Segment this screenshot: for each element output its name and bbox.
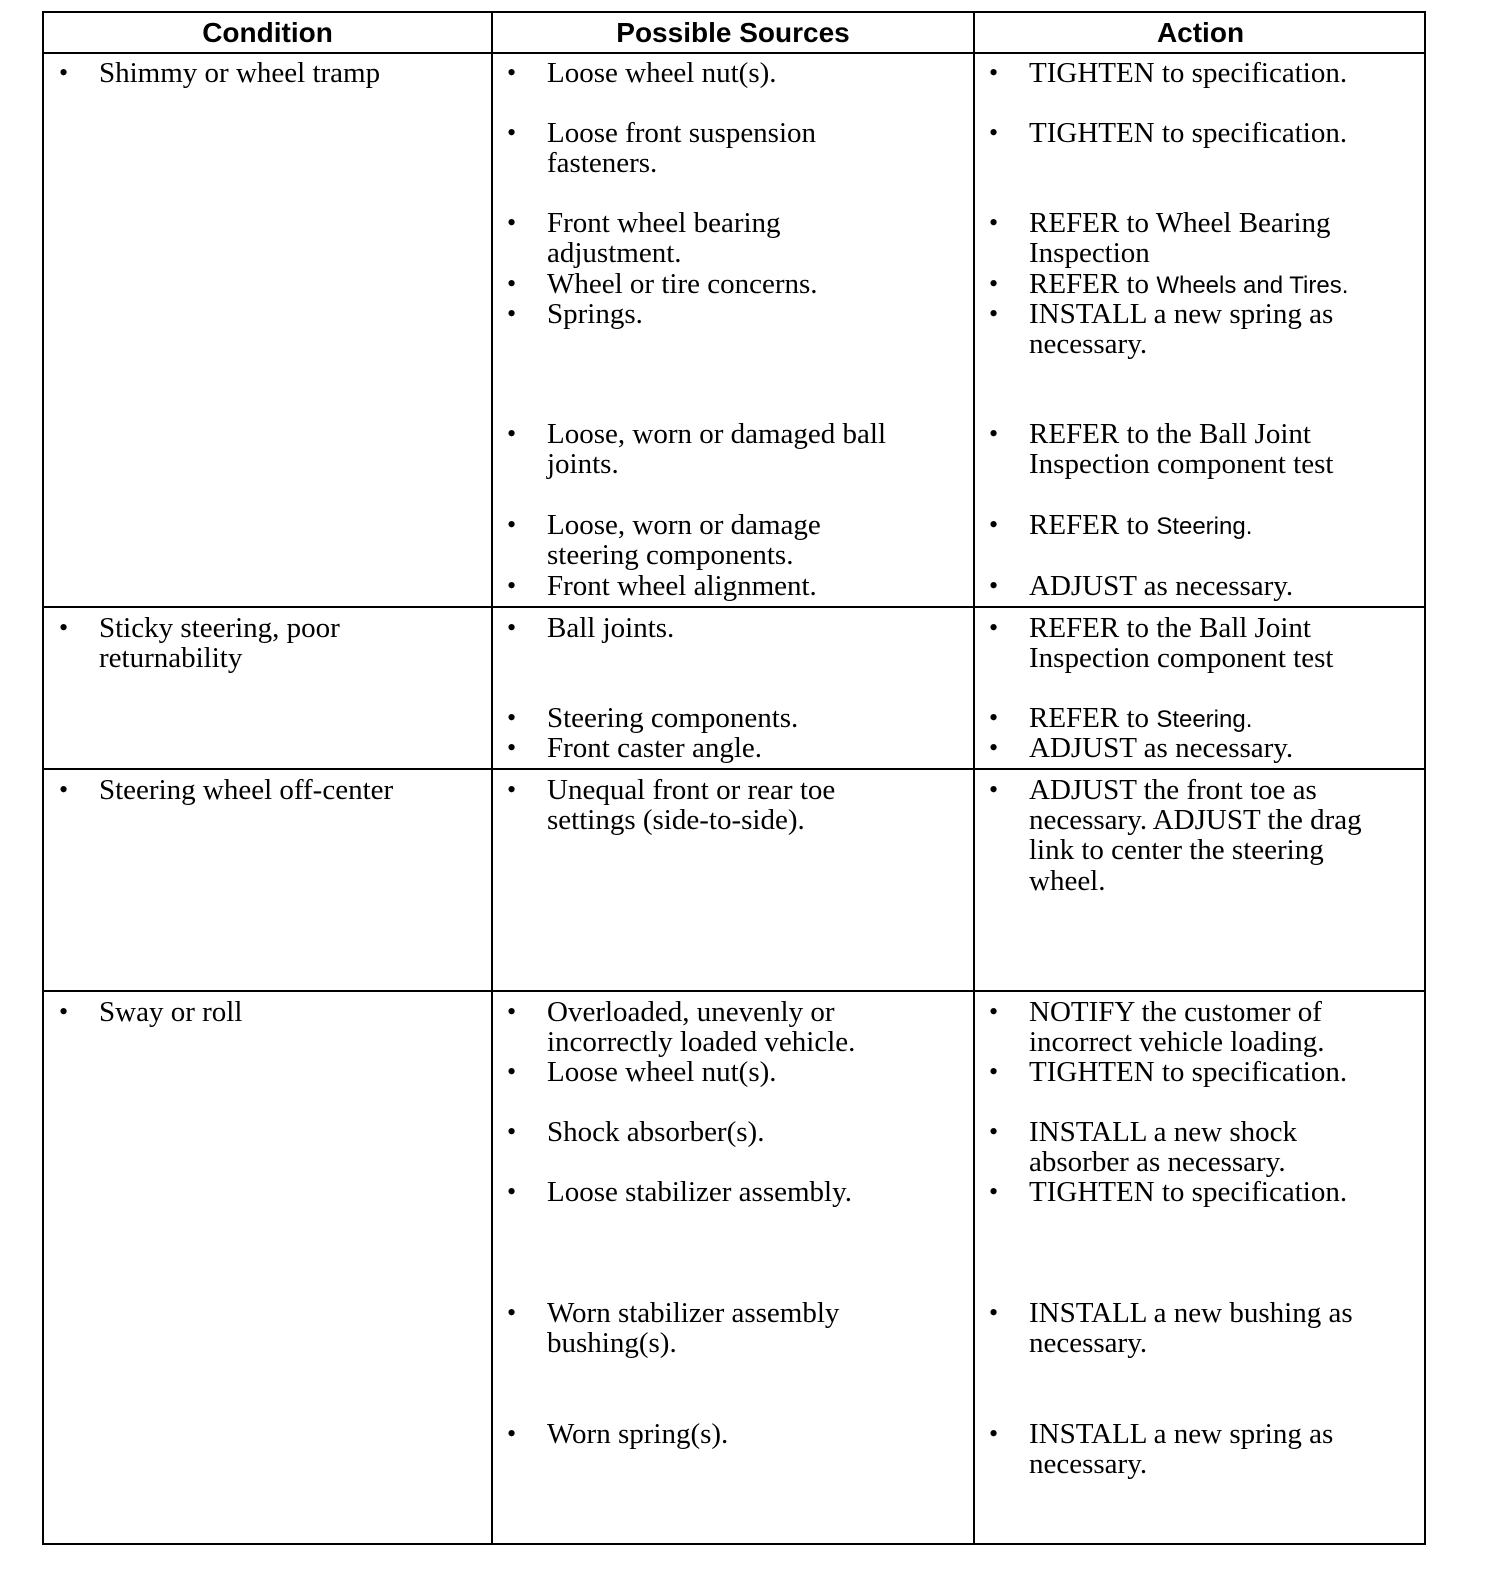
action-text	[1029, 58, 1424, 88]
action-instruction: REFER to	[1029, 268, 1150, 300]
action-text	[1029, 1117, 1424, 1177]
possible-source-text: Loose wheel nut(s).	[547, 1056, 777, 1088]
bullet-icon: •	[989, 733, 999, 762]
action-text	[1029, 775, 1424, 896]
condition-text: Sway or roll	[99, 996, 243, 1028]
bullet-icon: •	[507, 269, 517, 298]
column-divider	[973, 13, 975, 1543]
action-instruction: INSTALL a new bushing as necessary.	[1029, 1297, 1353, 1360]
bullet-icon: •	[989, 269, 999, 298]
possible-source-text: Front caster angle.	[547, 732, 763, 764]
possible-source-text: Loose stabilizer assembly.	[547, 1176, 852, 1208]
action-text	[1029, 997, 1424, 1057]
bullet-icon: •	[989, 1419, 999, 1448]
action-instruction: TIGHTEN to specification.	[1029, 117, 1348, 149]
action-instruction: ADJUST as necessary.	[1029, 570, 1294, 602]
action-text	[1029, 1177, 1424, 1207]
action-text	[1029, 208, 1424, 268]
bullet-icon: •	[59, 775, 69, 804]
action-instruction: REFER to the Ball Joint Inspection component test	[1029, 612, 1334, 675]
action-instruction: INSTALL a new spring as necessary.	[1029, 1418, 1334, 1481]
action-reference-link: Wheels and Tires.	[1156, 272, 1349, 299]
bullet-icon: •	[507, 299, 517, 328]
bullet-icon: •	[507, 208, 517, 237]
bullet-icon: •	[507, 571, 517, 600]
possible-source-text: Worn spring(s).	[547, 1418, 729, 1450]
bullet-icon: •	[989, 997, 999, 1026]
bullet-icon: •	[989, 299, 999, 328]
bullet-icon: •	[989, 1177, 999, 1206]
possible-source-text: Shock absorber(s).	[547, 1116, 765, 1148]
bullet-icon: •	[507, 613, 517, 642]
possible-source-text: Overloaded, unevenly or incorrectly loaded vehicle.	[547, 996, 856, 1059]
action-instruction: REFER to	[1029, 702, 1150, 734]
action-text	[1029, 118, 1424, 148]
diagnosis-table	[42, 11, 1426, 1545]
bullet-icon: •	[507, 510, 517, 539]
possible-source-text: Wheel or tire concerns.	[547, 268, 818, 300]
bullet-icon: •	[989, 775, 999, 804]
condition-text: Sticky steering, poor returnability	[99, 612, 340, 675]
possible-source-text: Ball joints.	[547, 612, 675, 644]
action-reference-link: Steering.	[1156, 513, 1253, 540]
possible-source-text: Loose front suspension fasteners.	[547, 117, 817, 180]
action-text	[1029, 1057, 1424, 1087]
possible-source-text: Loose wheel nut(s).	[547, 57, 777, 89]
action-instruction: INSTALL a new spring as necessary.	[1029, 298, 1334, 361]
bullet-icon: •	[507, 703, 517, 732]
bullet-icon: •	[59, 58, 69, 87]
action-text	[1029, 269, 1424, 301]
action-instruction: REFER to Wheel Bearing Inspection	[1029, 207, 1331, 270]
possible-source-text: Springs.	[547, 298, 643, 330]
action-text	[1029, 571, 1424, 601]
action-reference-link: Steering.	[1156, 706, 1253, 733]
action-instruction: INSTALL a new shock absorber as necessary.	[1029, 1116, 1298, 1179]
bullet-icon: •	[507, 1177, 517, 1206]
bullet-icon: •	[989, 510, 999, 539]
action-text	[1029, 1419, 1424, 1479]
action-text	[1029, 1298, 1424, 1358]
action-instruction: NOTIFY the customer of incorrect vehicle loading.	[1029, 996, 1325, 1059]
action-text	[1029, 510, 1424, 542]
action-instruction: REFER to	[1029, 509, 1150, 541]
bullet-icon: •	[59, 613, 69, 642]
condition-text: Steering wheel off-center	[99, 774, 394, 806]
column-divider	[491, 13, 493, 1543]
bullet-icon: •	[989, 118, 999, 147]
possible-source-text: Loose, worn or damage steering components.	[547, 509, 821, 572]
bullet-icon: •	[989, 703, 999, 732]
bullet-icon: •	[989, 419, 999, 448]
action-instruction: TIGHTEN to specification.	[1029, 1176, 1348, 1208]
action-instruction: TIGHTEN to specification.	[1029, 1056, 1348, 1088]
action-text	[1029, 419, 1424, 479]
bullet-icon: •	[507, 733, 517, 762]
possible-source-text: Steering components.	[547, 702, 799, 734]
bullet-icon: •	[989, 1117, 999, 1146]
header-possible-sources: Possible Sources	[616, 17, 850, 48]
condition-text: Shimmy or wheel tramp	[99, 57, 381, 89]
possible-source-text: Front wheel alignment.	[547, 570, 817, 602]
action-text	[1029, 733, 1424, 763]
bullet-icon: •	[989, 1298, 999, 1327]
possible-source-text: Unequal front or rear toe settings (side-to-side).	[547, 774, 836, 837]
bullet-icon: •	[507, 1057, 517, 1086]
bullet-icon: •	[989, 613, 999, 642]
bullet-icon: •	[989, 208, 999, 237]
bullet-icon: •	[59, 997, 69, 1026]
header-action: Action	[1156, 17, 1245, 48]
bullet-icon: •	[507, 58, 517, 87]
action-instruction: TIGHTEN to specification.	[1029, 57, 1348, 89]
bullet-icon: •	[989, 571, 999, 600]
bullet-icon: •	[989, 58, 999, 87]
bullet-icon: •	[507, 775, 517, 804]
possible-source-text: Loose, worn or damaged ball joints.	[547, 418, 887, 481]
row-divider	[44, 768, 1424, 770]
bullet-icon: •	[507, 997, 517, 1026]
bullet-icon: •	[507, 118, 517, 147]
action-instruction: ADJUST the front toe as necessary. ADJUST the drag link to center the steering wheel.	[1029, 774, 1362, 897]
bullet-icon: •	[507, 1298, 517, 1327]
action-text	[1029, 299, 1424, 359]
possible-source-text: Front wheel bearing adjustment.	[547, 207, 781, 270]
action-text	[1029, 613, 1424, 673]
row-divider	[44, 606, 1424, 608]
bullet-icon: •	[507, 419, 517, 448]
action-instruction: ADJUST as necessary.	[1029, 732, 1294, 764]
action-instruction: REFER to the Ball Joint Inspection component test	[1029, 418, 1334, 481]
action-text	[1029, 703, 1424, 735]
row-divider	[44, 990, 1424, 992]
bullet-icon: •	[507, 1117, 517, 1146]
bullet-icon: •	[989, 1057, 999, 1086]
bullet-icon: •	[507, 1419, 517, 1448]
header-condition: Condition	[202, 17, 333, 48]
possible-source-text: Worn stabilizer assembly bushing(s).	[547, 1297, 840, 1360]
